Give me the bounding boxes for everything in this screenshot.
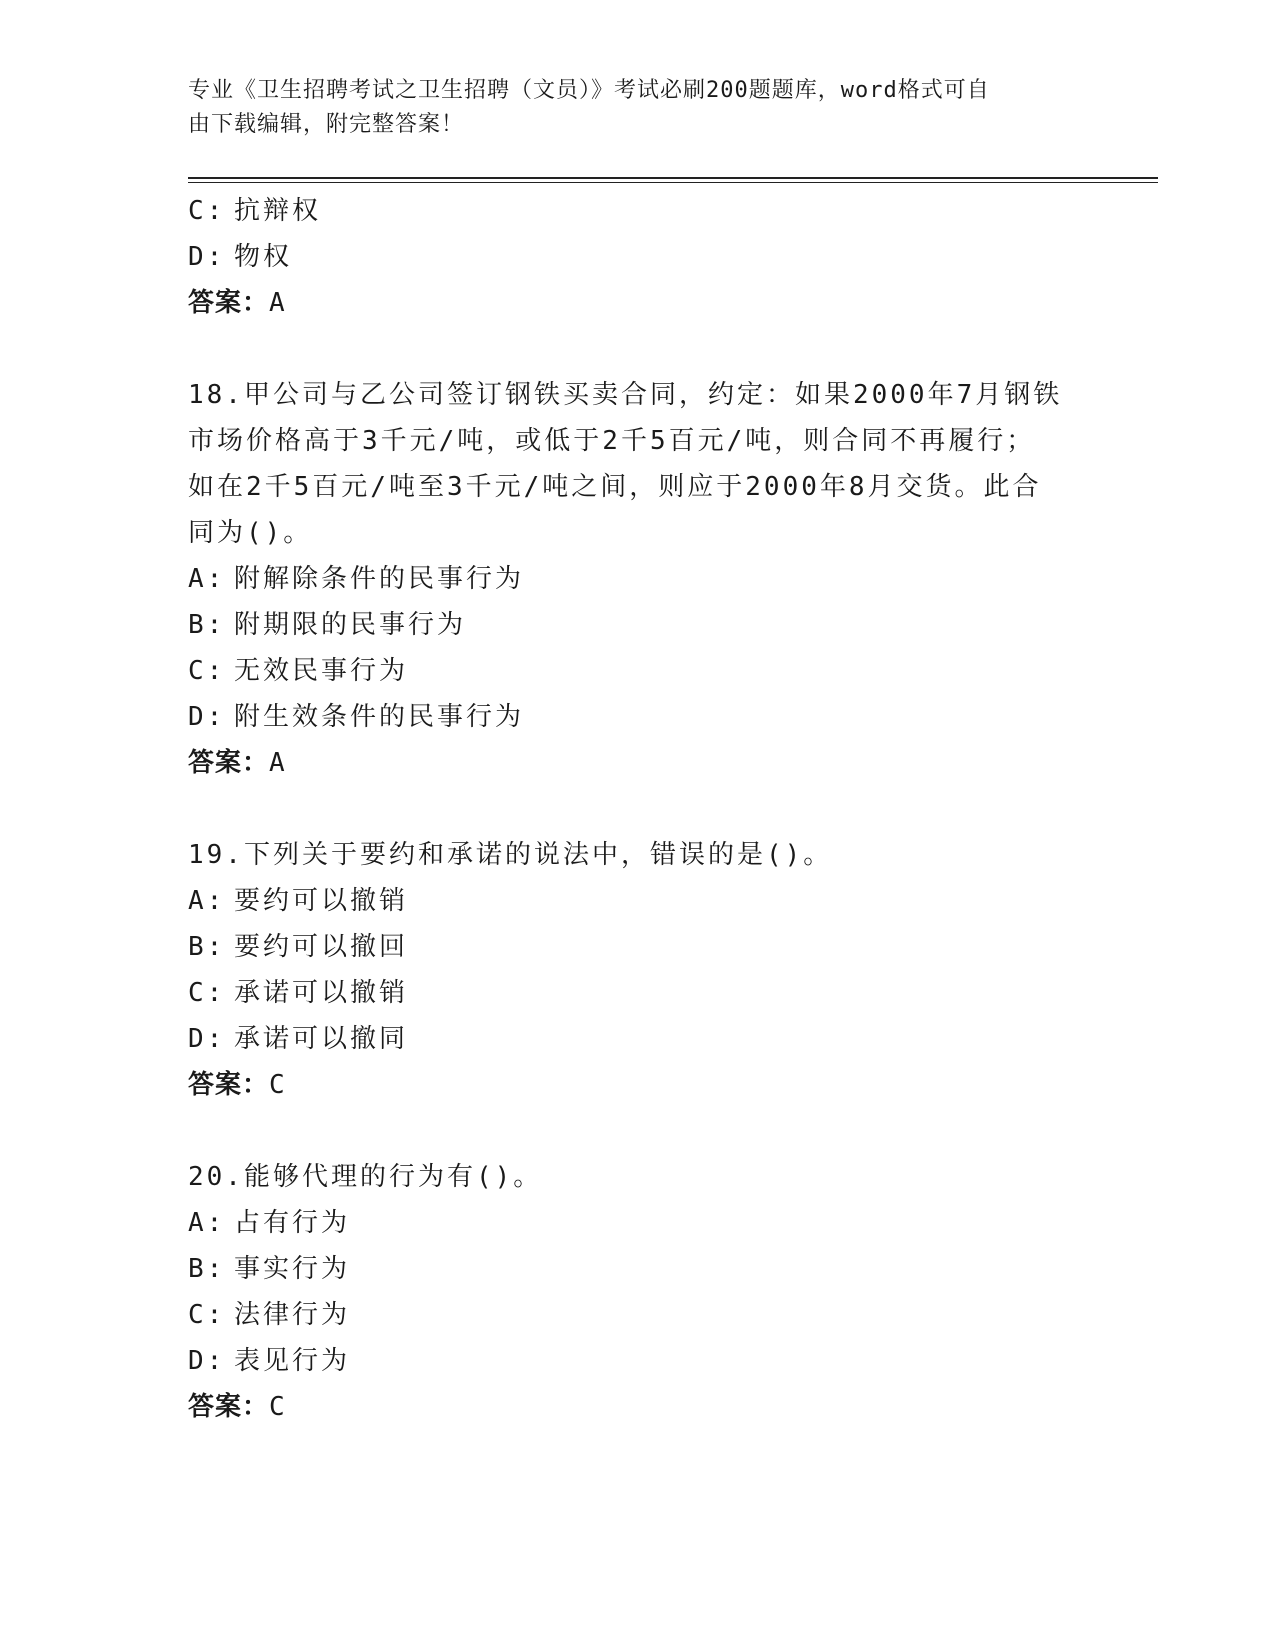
option-b <box>188 602 1088 648</box>
option-c <box>188 188 1088 234</box>
option-letter: D: <box>188 1024 226 1054</box>
question-text-line: 20.能够代理的行为有()。 <box>188 1162 543 1192</box>
option-d <box>188 1338 1088 1384</box>
option-text: 要约可以撤回 <box>234 932 409 962</box>
answer-label: 答案： <box>188 288 270 318</box>
option-letter: D: <box>188 242 226 272</box>
answer-value: A <box>269 288 286 318</box>
option-b <box>188 924 1088 970</box>
answer-value: A <box>269 748 286 778</box>
question-text-line: 如在2千5百元/吨至3千元/吨之间，则应于2000年8月交货。此合 <box>188 472 1042 502</box>
option-c <box>188 648 1088 694</box>
option-text: 无效民事行为 <box>234 656 409 686</box>
option-letter: D: <box>188 702 226 732</box>
option-d <box>188 234 1088 280</box>
option-text: 附解除条件的民事行为 <box>234 564 525 594</box>
question-18 <box>188 372 1088 786</box>
header-line-2: 由下载编辑，附完整答案！ <box>188 112 465 137</box>
option-c <box>188 970 1088 1016</box>
option-d <box>188 1016 1088 1062</box>
option-letter: C: <box>188 978 226 1008</box>
page-header <box>188 74 1088 142</box>
option-letter: A: <box>188 1208 226 1238</box>
answer-label: 答案： <box>188 1070 270 1100</box>
question-17-tail <box>188 188 1088 326</box>
question-20 <box>188 1154 1088 1430</box>
question-text-line: 同为()。 <box>188 518 313 548</box>
option-text: 表见行为 <box>234 1346 351 1376</box>
option-letter: D: <box>188 1346 226 1376</box>
option-letter: A: <box>188 564 226 594</box>
question-content <box>188 188 1088 1430</box>
question-text-line: 市场价格高于3千元/吨，或低于2千5百元/吨，则合同不再履行； <box>188 426 1036 456</box>
option-text: 法律行为 <box>234 1300 351 1330</box>
option-text: 占有行为 <box>234 1208 351 1238</box>
option-text: 事实行为 <box>234 1254 351 1284</box>
answer-label: 答案： <box>188 1392 270 1422</box>
question-text-line: 18.甲公司与乙公司签订钢铁买卖合同，约定：如果2000年7月钢铁 <box>188 380 1063 410</box>
question-text-line: 19.下列关于要约和承诺的说法中，错误的是()。 <box>188 840 833 870</box>
answer-label: 答案： <box>188 748 270 778</box>
option-letter: C: <box>188 196 226 226</box>
option-letter: C: <box>188 1300 226 1330</box>
option-letter: C: <box>188 656 226 686</box>
question-19 <box>188 832 1088 1108</box>
header-divider <box>188 177 1158 183</box>
option-letter: A: <box>188 886 226 916</box>
option-text: 抗辩权 <box>234 196 322 226</box>
option-text: 附期限的民事行为 <box>234 610 467 640</box>
spacer <box>188 786 1088 832</box>
option-c <box>188 1292 1088 1338</box>
header-line-1: 专业《卫生招聘考试之卫生招聘（文员）》考试必刷200题题库，word格式可自 <box>188 78 990 103</box>
option-text: 承诺可以撤销 <box>234 978 409 1008</box>
option-b <box>188 1246 1088 1292</box>
answer-line <box>188 740 1088 786</box>
option-a <box>188 878 1088 924</box>
answer-line <box>188 280 1088 326</box>
option-text: 物权 <box>234 242 293 272</box>
option-letter: B: <box>188 610 226 640</box>
answer-value: C <box>269 1392 286 1422</box>
option-text: 要约可以撤销 <box>234 886 409 916</box>
answer-value: C <box>269 1070 286 1100</box>
option-a <box>188 1200 1088 1246</box>
spacer <box>188 1108 1088 1154</box>
option-text: 附生效条件的民事行为 <box>234 702 525 732</box>
option-letter: B: <box>188 932 226 962</box>
option-letter: B: <box>188 1254 226 1284</box>
spacer <box>188 326 1088 372</box>
answer-line <box>188 1062 1088 1108</box>
option-a <box>188 556 1088 602</box>
answer-line <box>188 1384 1088 1430</box>
option-text: 承诺可以撤同 <box>234 1024 409 1054</box>
option-d <box>188 694 1088 740</box>
